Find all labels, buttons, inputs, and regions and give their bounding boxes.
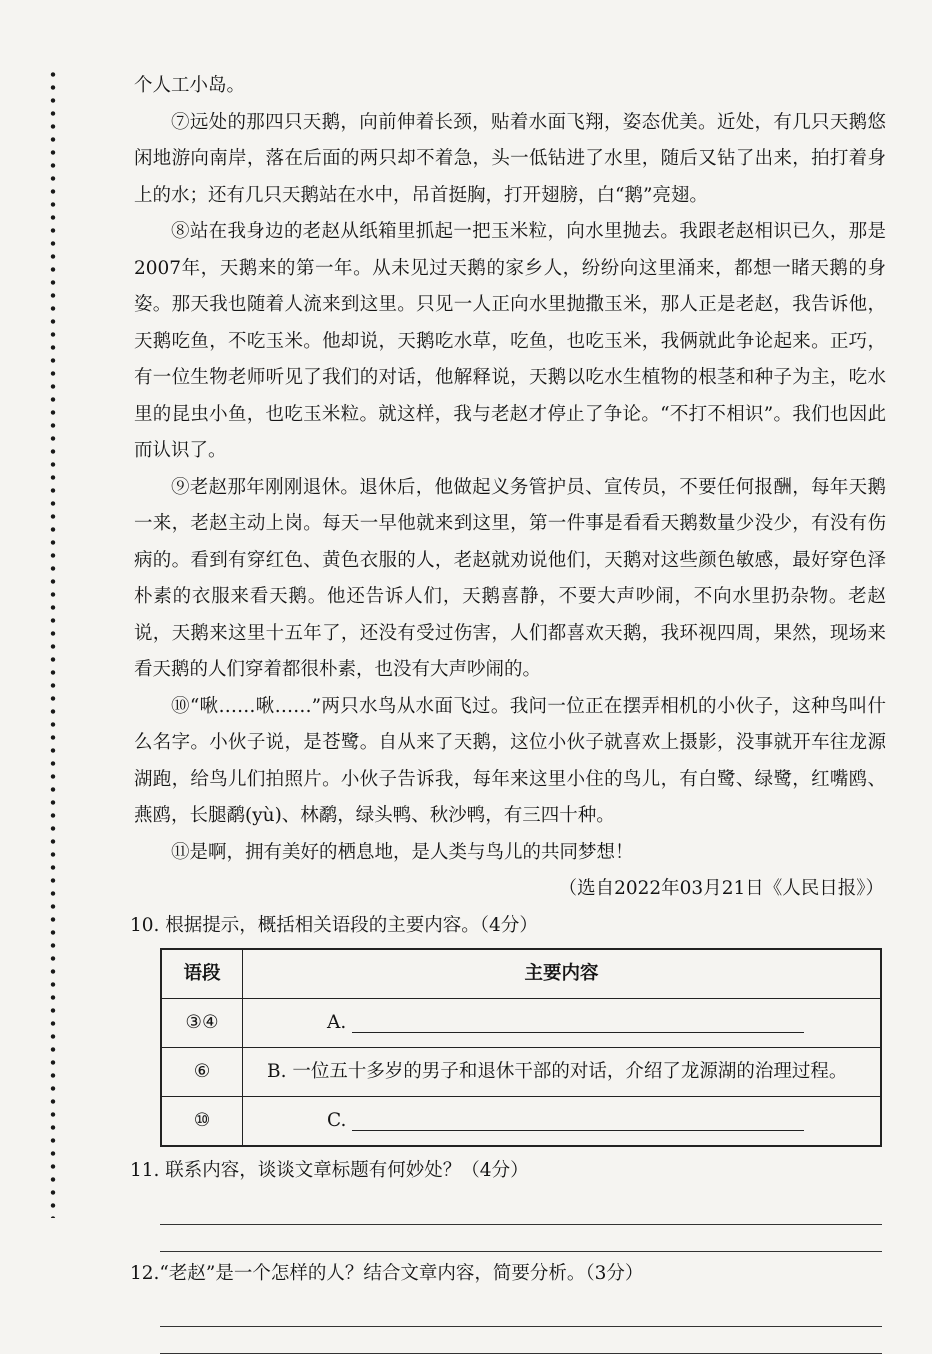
binding-dots (50, 68, 56, 1218)
question-10: 10. 根据提示，概括相关语段的主要内容。（4分） (130, 914, 538, 936)
header-content: 主要内容 (243, 949, 882, 999)
source-citation: （选自2022年03月21日《人民日报》） (558, 878, 884, 899)
paragraph-9: ⑨老赵那年刚刚退休。退休后，他做起义务管护员、宣传员，不要任何报酬，每年天鹅一来，老赵主动上岗。每天一早他就来到这里，第一件事是看看天鹅数量少没少，有没有伤病的。看到有穿红色、黄色衣服的人，老赵就劝说他们，天鹅对这些颜色敏感，最好穿色泽朴素的衣服来看天鹅。他还告诉人们，天鹅喜静，不要大声吵闹，不向水里扔杂物。老赵说，天鹅来这里十五年了，还没有受过伤害，人们都喜欢天鹅，我环视四周，果然，现场来看天鹅的人们穿着都很朴素，也没有大声吵闹的。 (134, 476, 886, 680)
answer-table (160, 948, 882, 1147)
answer-line[interactable] (160, 1292, 882, 1327)
paragraph-11: ⑪是啊，拥有美好的栖息地，是人类与鸟儿的共同梦想！ (171, 841, 634, 863)
answer-line[interactable] (160, 1327, 882, 1354)
row-segment: ⑥ (161, 1048, 243, 1097)
row-segment: ⑩ (161, 1097, 243, 1147)
paragraph-8: ⑧站在我身边的老赵从纸箱里抓起一把玉米粒，向水里抛去。我跟老赵相识已久，那是2007年，天鹅来的第一年。从未见过天鹅的家乡人，纷纷向这里涌来，都想一睹天鹅的身姿。那天我也随着人流来到这里。只见一人正向水里抛撒玉米，那人正是老赵，我告诉他，天鹅吃鱼，不吃玉米。他却说，天鹅吃水草，吃鱼，也吃玉米，我俩就此争论起来。正巧，有一位生物老师听见了我们的对话，他解释说，天鹅以吃水生植物的根茎和种子为主，吃水里的昆虫小鱼，也吃玉米粒。就这样，我与老赵才停止了争论。“不打不相识”。我们也因此而认识了。 (134, 221, 886, 461)
answer-blank-c[interactable] (352, 1110, 804, 1131)
row-content: B. 一位五十多岁的男子和退休干部的对话，介绍了龙源湖的治理过程。 (243, 1048, 882, 1097)
exam-page (130, 68, 886, 1354)
question-12: 12.“老赵”是一个怎样的人？结合文章内容，简要分析。（3分） (130, 1262, 644, 1284)
paragraph-7: ⑦远处的那四只天鹅，向前伸着长颈，贴着水面飞翔，姿态优美。近处，有几只天鹅悠闲地游向南岸，落在后面的两只却不着急，头一低钻进了水里，随后又钻了出来，拍打着身上的水；还有几只天鹅站在水中，吊首挺胸，打开翅膀，白“鹅”亮翅。 (134, 111, 886, 206)
row-content (243, 999, 882, 1048)
row-label: A. (327, 1011, 347, 1033)
table-row (161, 999, 881, 1048)
question-11: 11. 联系内容，谈谈文章标题有何妙处？（4分） (130, 1160, 529, 1181)
row-content (243, 1097, 882, 1147)
table-header-row (161, 949, 881, 999)
answer-line[interactable] (160, 1225, 882, 1252)
header-segment: 语段 (161, 949, 243, 999)
row-segment: ③④ (161, 999, 243, 1048)
paragraph-6-end: 个人工小岛。 (134, 75, 246, 96)
table-row (161, 1097, 881, 1147)
paragraph-10: ⑩“啾……啾……”两只水鸟从水面飞过。我问一位正在摆弄相机的小伙子，这种鸟叫什么名字。小伙子说，是苍鹭。自从来了天鹅，这位小伙子就喜欢上摄影，没事就开车往龙源湖跑，给鸟儿们拍照片。小伙子告诉我，每年来这里小住的鸟儿，有白鹭、绿鹭，红嘴鸥、燕鸥，长腿鹬(yù)、林鹬，绿头鸭、秋沙鸭，有三四十种。 (134, 695, 886, 826)
table-row (161, 1048, 881, 1097)
answer-line[interactable] (160, 1190, 882, 1225)
row-label: C. (327, 1109, 347, 1131)
answer-blank-a[interactable] (352, 1012, 804, 1033)
